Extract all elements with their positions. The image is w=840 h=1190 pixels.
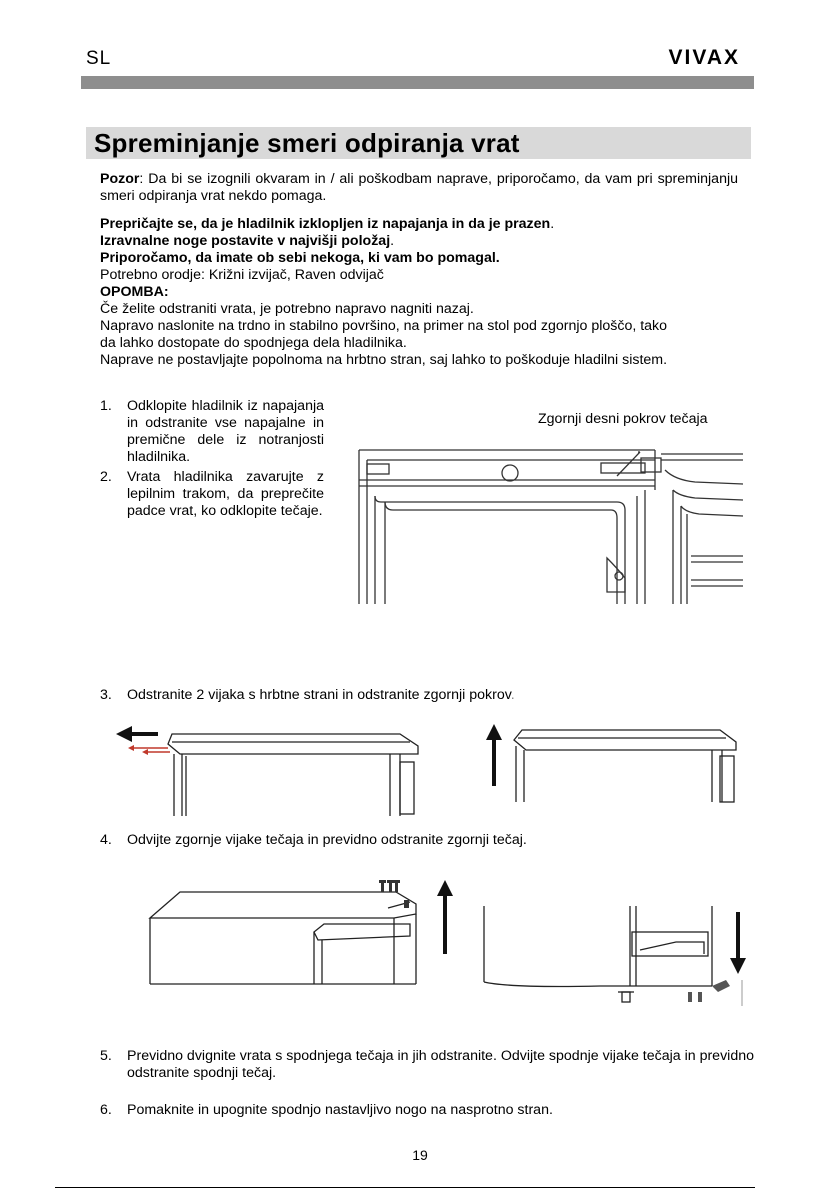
intro-paragraph [100,171,738,205]
steps-list-1-2 [100,398,324,523]
figure-remove-back-screws [110,722,425,818]
note-support-2: da lahko dostopate do spodnjega dela hladilnika. [100,335,407,351]
page-number: 19 [412,1147,428,1163]
step-text: Previdno dvignite vrata s spodnjega tečaja in jih odstranite. Odvijte spodnje vijake tečaja in previdno odstranite spodnji tečaj. [127,1048,754,1081]
note-warning: Naprave ne postavljajte popolnoma na hrbtno stran, saj lahko to poškoduje hladilni sistem. [100,352,668,368]
figure-bottom-hinge [480,902,752,1014]
step-text: Vrata hladilnika zavarujte z lepilnim trakom, da preprečite padce vrat, ko odklopite tečaje. [127,469,324,519]
figure-remove-top-hinge [148,874,463,986]
step-3: 3. Odstranite 2 vijaka s hrbtne strani in odstranite zgornji pokrov. [100,687,515,703]
section-title-box [86,127,751,159]
note-support-1: Napravo naslonite na trdno in stabilno površino, na primer na stol pod zgornjo ploščo, tako [100,318,668,334]
step-number: 3. [100,687,112,703]
step-5 [100,1048,755,1082]
note-helper: Priporočamo, da imate ob sebi nekoga, ki vam bo pomagal. [100,250,500,266]
step-4 [100,832,755,849]
brand-logo: VIVAX [668,46,740,69]
note-feet: Izravnalne noge postavite v najvišji položaj [100,233,391,249]
step-6 [100,1102,755,1119]
step-number: 4. [100,832,112,848]
note-tools: Potrebno orodje: Križni izvijač, Raven odvijač [100,267,384,283]
step-number: 5. [100,1048,112,1064]
step-number: 6. [100,1102,112,1118]
step-text: Odklopite hladilnik iz napajanja in odstranite vse napajalne in premične dele iz notranjosti hladilnika. [127,398,324,465]
figure-fridge-top-hinge-cover [355,430,743,606]
step-number: 2. [100,469,112,485]
note-heading: OPOMBA: [100,284,169,300]
step-number: 1. [100,398,112,414]
header-language-code: SL [86,48,112,69]
section-title: Spreminjanje smeri odpiranja vrat [94,128,520,158]
figure-label-hinge-cover: Zgornji desni pokrov tečaja [538,411,708,427]
note-tilt: Če želite odstraniti vrata, je potrebno napravo nagniti nazaj. [100,301,474,317]
footer-divider [55,1187,755,1188]
intro-text: : Da bi se izognili okvaram in / ali poškodbam naprave, priporočamo, da vam pri spreminjanju smeri odpiranja vrat nekdo pomaga. [100,171,738,204]
list-item [100,469,324,520]
list-item [100,398,324,466]
notes-block: Prepričajte se, da je hladilnik izklopljen iz napajanja in da je prazen. Izravnalne noge postavite v najvišji položaj. Priporočamo, da imate ob sebi nekoga, ki vam bo pomagal. Potrebno orodje: Križni izvijač, Raven odvijač OPOMBA: Če želite odstraniti vrata, je potrebno napravo nagniti nazaj. Napravo naslonite na trdno in stabilno površino, na primer na stol pod zgornjo ploščo, tako da lahko dostopate do spodnjega dela hladilnika. Naprave ne postavljajte popolnoma na hrbtno stran, saj lahko to poškoduje hladilni sistem. [100,216,745,369]
step-text: Pomaknite in upognite spodnjo nastavljivo nogo na nasprotno stran. [127,1102,553,1118]
step-text: Odvijte zgornje vijake tečaja in previdno odstranite zgornji tečaj. [127,832,527,848]
figure-lift-top-cover [480,722,742,818]
intro-label: Pozor [100,171,140,187]
step-text: Odstranite 2 vijaka s hrbtne strani in odstranite zgornji pokrov [127,687,511,703]
note-unplug: Prepričajte se, da je hladilnik izklopljen iz napajanja in da je prazen [100,216,551,232]
header-divider-bar [81,76,754,89]
